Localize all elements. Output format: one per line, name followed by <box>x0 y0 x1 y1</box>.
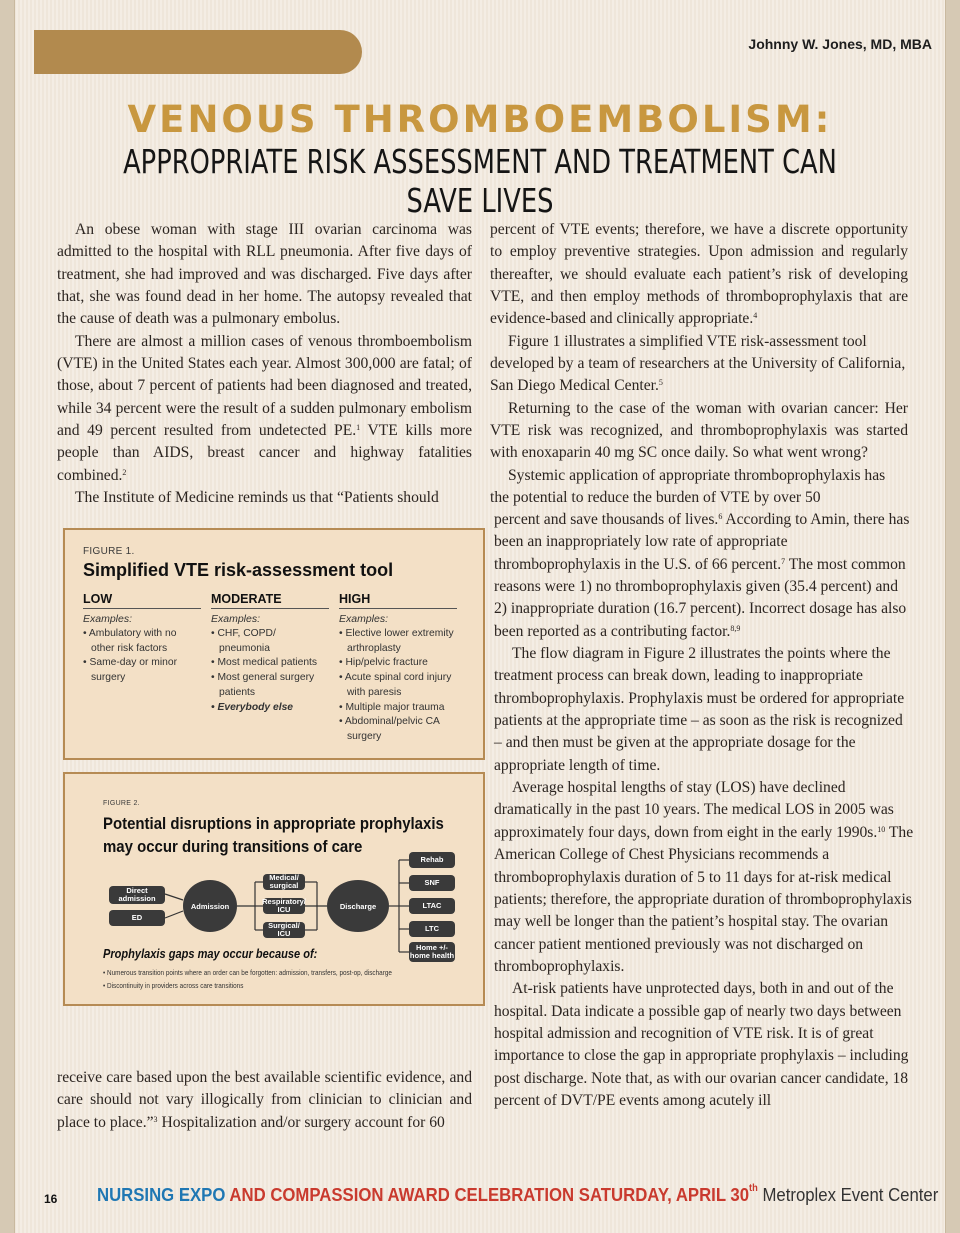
article-subtitle: APPROPRIATE RISK ASSESSMENT AND TREATMENT CAN SAVE LIVES <box>123 142 837 220</box>
risk-item: • Multiple major trauma <box>339 701 445 713</box>
risk-item: • Most medical patients <box>211 657 318 669</box>
node-admission: Admission <box>183 880 237 932</box>
paragraph: Average hospital lengths of stay (LOS) have declined dramatically in the past 10 years. The medical LOS in 2005 was approximately four days, down from eight in the early 1990s.$^{10}$ The American College of Chest Physicians recommends a thromboprophylaxis duration of 5 to 11 days for at-risk medical patients; therefore, the appropriate duration of thromboprophylaxis may well be longer than the patient’s hospital stay. The ovarian cancer patient mentioned previously was not discharged on thromboprophylaxis. <box>494 779 914 975</box>
node-direct-admission: Direct admission <box>109 886 165 904</box>
figure-2 <box>63 772 485 1006</box>
column-2-bottom <box>494 509 914 1112</box>
column-1-top <box>57 219 472 509</box>
footer-banner: NURSING EXPO AND COMPASSION AWARD CELEBRATION SATURDAY, APRIL 30th Metroplex Event Center <box>97 1183 939 1205</box>
paragraph: Returning to the case of the woman with ovarian cancer: Her VTE risk was recognized, and thromboprophylaxis was started with enoxaparin 40 mg SC once daily. So what went wrong? <box>490 399 908 462</box>
risk-examples-label: Examples: <box>83 613 133 625</box>
paragraph: An obese woman with stage III ovarian carcinoma was admitted to the hospital with RLL pneumonia. After five days of treatment, she had improved and was discharged. Five days after that, she was found dead in her home. The autopsy revealed that the cause of death was a pulmonary embolus. <box>57 221 472 328</box>
paragraph: percent of VTE events; therefore, we have a discrete opportunity to employ preventive strategies. Upon admission and regularly thereafter, we should evaluate each patient’s risk of developing VTE, and then employ methods of thromboprophylaxis that are evidence-based and clinically appropriate.$^4$ <box>490 221 908 328</box>
page-number: 16 <box>44 1192 58 1206</box>
risk-examples-label: Examples: <box>339 613 389 625</box>
paragraph: Figure 1 illustrates a simplified VTE risk-assessment tool developed by a team of researchers at the University of California, San Diego Medical Center.$^5$ <box>490 332 906 395</box>
gaps-list <box>103 966 392 992</box>
node-ltc: LTC <box>409 921 455 937</box>
column-1-bottom <box>57 1067 472 1134</box>
paragraph: The Institute of Medicine reminds us that “Patients should <box>75 489 439 507</box>
figure-2-title: Potential disruptions in appropriate prophylaxis may occur during transitions of care <box>103 814 444 856</box>
risk-column-moderate <box>211 592 329 715</box>
figure-1-title: Simplified VTE risk-assessment tool <box>83 560 394 580</box>
connector-line <box>165 911 183 918</box>
connector-line <box>165 894 183 900</box>
author-name: Johnny W. Jones, MD, MBA <box>748 36 932 52</box>
risk-item: • Elective lower extremity arthroplasty <box>339 628 454 654</box>
node-surgical-icu: Surgical/ ICU <box>263 922 305 938</box>
paragraph: receive care based upon the best available scientific evidence, and care should not vary illogically from clinician to clinician and place to place.”$^3$ Hospitalization and/or surgery account for 60 <box>57 1069 472 1131</box>
column-2-top <box>490 219 908 509</box>
node-respiratory-icu: Respiratory/ ICU <box>262 897 306 914</box>
gap-item: • Discontinuity in providers across care transitions <box>103 981 244 990</box>
risk-examples-label: Examples: <box>211 613 261 625</box>
figure-1 <box>63 528 485 760</box>
paragraph: The flow diagram in Figure 2 illustrates the points where the treatment process can break down, leading to inappropriate thromboprophylaxis. Prophylaxis must be ordered for appropriate patients at the appropriate time – as soon as the risk is recognized – and then must be given at the appropriate dosage for the appropriate length of time. <box>494 645 905 774</box>
risk-column-high <box>339 592 457 745</box>
node-ed: ED <box>109 910 165 926</box>
node-home-health: Home +/- home health <box>409 943 455 960</box>
risk-item: • Everybody else <box>211 701 294 713</box>
page-edge-right <box>945 0 960 1233</box>
risk-item: • Acute spinal cord injury with paresis <box>339 672 452 698</box>
risk-column-low <box>83 592 201 686</box>
risk-heading: MODERATE <box>211 592 329 609</box>
header-tab-bar <box>34 30 362 74</box>
risk-item: • Hip/pelvic fracture <box>339 657 428 669</box>
risk-heading: HIGH <box>339 592 457 609</box>
paragraph: percent and save thousands of lives.$^6$ According to Amin, there has been an inappropriately low rate of appropriate thromboprophylaxis in the U.S. of 66 percent.$^7$ The most common reasons were 1) no thromboprophylaxis given (35.4 percent) and 2) inappropriate duration (16.7 percent). Incorrect dosage has also been reported as a contributing factor.$^{8,9}$ <box>494 511 910 640</box>
gap-item: • Numerous transition points where an order can be forgotten: admission, transfers, post-op, discharge <box>103 968 392 977</box>
page-edge-left <box>0 0 15 1233</box>
risk-item: • CHF, COPD/ pneumonia <box>211 628 276 654</box>
node-medical-surgical: Medical/ surgical <box>263 874 305 890</box>
node-ltac: LTAC <box>409 898 455 914</box>
gaps-title: Prophylaxis gaps may occur because of: <box>103 946 318 961</box>
risk-item: • Abdominal/pelvic CA surgery <box>339 716 440 742</box>
paragraph: At-risk patients have unprotected days, both in and out of the hospital. Data indicate a possible gap of nearly two days between hospital admission and recognition of VTE risk. It is of great importance to close the gap in appropriate prophylaxis – including post discharge. Note that, as with our ovarian cancer candidate, 18 percent of DVT/PE events among acutely ill <box>494 980 909 1109</box>
paragraph: Systemic application of appropriate thromboprophylaxis has the potential to reduce the burden of VTE by over 50 <box>490 466 886 507</box>
node-snf: SNF <box>409 875 455 891</box>
risk-item: • Ambulatory with no other risk factors <box>83 628 177 654</box>
paragraph: There are almost a million cases of venous thromboembolism (VTE) in the United States each year. Almost 300,000 are fatal; of those, about 7 percent of patients had been diagnosed and treated, while 34 percent were the result of a sudden pulmonary embolism and 49 percent resulted from undetected PE.$^1$ VTE kills more people than AIDS, breast cancer and highway fatalities combined.$^2$ <box>57 332 472 484</box>
figure-2-label: FIGURE 2. <box>103 800 140 807</box>
node-discharge: Discharge <box>327 880 389 932</box>
risk-heading: LOW <box>83 592 201 609</box>
node-rehab: Rehab <box>409 852 455 868</box>
article-title: VENOUS THROMBOEMBOLISM: <box>127 98 833 141</box>
risk-item: • Same-day or minor surgery <box>83 657 178 684</box>
figure-1-label: FIGURE 1. <box>83 546 135 557</box>
risk-item: • Most general surgery patients <box>211 672 315 698</box>
